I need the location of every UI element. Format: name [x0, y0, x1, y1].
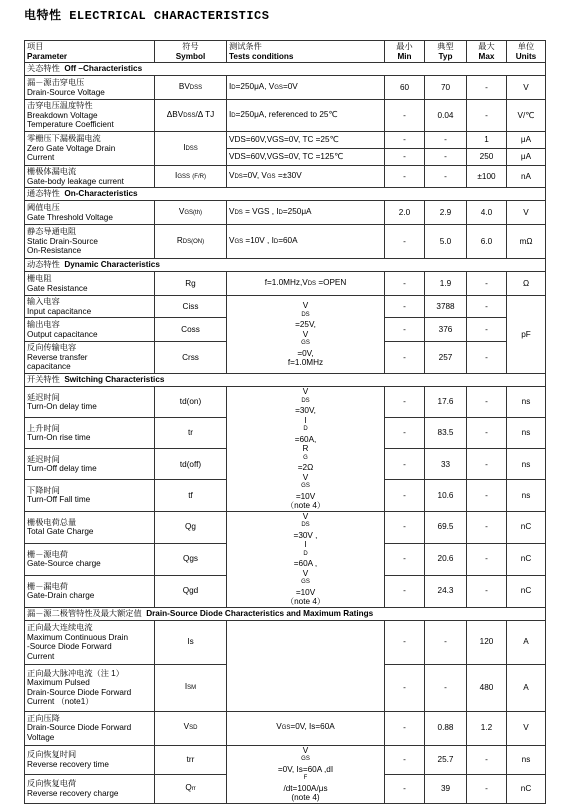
symbol-cell: Rg	[155, 272, 227, 296]
param-cell: 反向恢复时间 Reverse recovery time	[25, 745, 155, 774]
section-heading: 动态特性 Dynamic Characteristics	[25, 259, 546, 272]
symbol-cell: VGS(th)	[155, 201, 227, 225]
typ-cell: 376	[425, 318, 467, 342]
table-row	[25, 201, 546, 225]
unit-cell: ns	[507, 387, 546, 418]
section-switching	[25, 374, 546, 387]
table-row	[25, 745, 546, 774]
param-cell: 栅－源电荷 Gate-Source charge	[25, 543, 155, 575]
cond-cell: f=1.0MHz,VDS =OPEN	[227, 272, 385, 296]
param-cell: 漏－源击穿电压 Drain-Source Voltage	[25, 76, 155, 100]
min-cell: -	[385, 575, 425, 607]
param-cell: 上升时间 Turn-On rise time	[25, 418, 155, 449]
typ-cell: 0.04	[425, 100, 467, 132]
param-cell: 延迟时间 Turn-On delay time	[25, 387, 155, 418]
max-cell: 6.0	[467, 225, 507, 259]
max-cell: 1.2	[467, 711, 507, 745]
unit-cell: Ω	[507, 272, 546, 296]
table-row	[25, 225, 546, 259]
section-on	[25, 188, 546, 201]
cond-cell: VDS=0V, VGS =±30V	[227, 166, 385, 188]
table-header-row	[25, 41, 546, 63]
unit-cell: ns	[507, 745, 546, 774]
unit-cell: nC	[507, 543, 546, 575]
param-cell: 栅极电荷总量 Total Gate Charge	[25, 511, 155, 543]
param-cell: 击穿电压温度特性 Breakdown Voltage Temperature Coefficient	[25, 100, 155, 132]
section-heading: 漏－源二极管特性及最大额定值 Drain-Source Diode Characteristics and Maximum Ratings	[25, 607, 546, 620]
symbol-cell: ΔBVDSS/Δ TJ	[155, 100, 227, 132]
header-units: 单位 Units	[507, 41, 546, 63]
max-cell: -	[467, 342, 507, 374]
typ-cell: 5.0	[425, 225, 467, 259]
max-cell: -	[467, 745, 507, 774]
param-cell: 输出电容 Output capacitance	[25, 318, 155, 342]
symbol-cell: Qg	[155, 511, 227, 543]
header-symbol: 符号 Symbol	[155, 41, 227, 63]
min-cell: -	[385, 318, 425, 342]
typ-cell: -	[425, 620, 467, 664]
unit-cell: ns	[507, 418, 546, 449]
min-cell: -	[385, 342, 425, 374]
table-row	[25, 272, 546, 296]
table-row	[25, 166, 546, 188]
symbol-cell: Qgd	[155, 575, 227, 607]
unit-cell: ns	[507, 480, 546, 511]
min-cell: -	[385, 418, 425, 449]
cond-cell: VGS =10V , ID=60A	[227, 225, 385, 259]
typ-cell: 24.3	[425, 575, 467, 607]
max-cell: -	[467, 575, 507, 607]
min-cell: -	[385, 225, 425, 259]
min-cell: -	[385, 774, 425, 803]
page-title: 电特性 ELECTRICAL CHARACTERISTICS	[24, 9, 270, 23]
section-diode	[25, 607, 546, 620]
header-parameter: 项目 Parameter	[25, 41, 155, 63]
max-cell: -	[467, 480, 507, 511]
max-cell: -	[467, 511, 507, 543]
unit-cell: A	[507, 620, 546, 664]
min-cell: -	[385, 511, 425, 543]
symbol-cell: IGSS (F/R)	[155, 166, 227, 188]
typ-cell: 25.7	[425, 745, 467, 774]
section-heading: 开关特性 Switching Characteristics	[25, 374, 546, 387]
param-cell: 阈值电压 Gate Threshold Voltage	[25, 201, 155, 225]
cond-cell: V DS =30V, I D =60A, R G =2Ω V GS =10V （note 4）	[227, 387, 385, 512]
typ-cell: 0.88	[425, 711, 467, 745]
param-cell: 零栅压下漏极漏电流 Zero Gate Voltage Drain Current	[25, 132, 155, 166]
table-row	[25, 100, 546, 132]
header-typ: 典型 Typ	[425, 41, 467, 63]
section-off	[25, 63, 546, 76]
max-cell: -	[467, 418, 507, 449]
symbol-cell: td(on)	[155, 387, 227, 418]
cond-cell: VDS = VGS , ID=250μA	[227, 201, 385, 225]
unit-cell: ns	[507, 449, 546, 480]
unit-cell: V/℃	[507, 100, 546, 132]
symbol-cell: Qgs	[155, 543, 227, 575]
cond-cell	[227, 620, 385, 711]
min-cell: -	[385, 387, 425, 418]
typ-cell: 257	[425, 342, 467, 374]
min-cell: 2.0	[385, 201, 425, 225]
max-cell: ±100	[467, 166, 507, 188]
symbol-cell: Coss	[155, 318, 227, 342]
min-cell: -	[385, 480, 425, 511]
unit-cell: pF	[507, 296, 546, 374]
table-row	[25, 296, 546, 318]
symbol-cell: tf	[155, 480, 227, 511]
param-cell: 正向最大连续电流 Maximum Continuous Drain -Source Diode Forward Current	[25, 620, 155, 664]
max-cell: -	[467, 76, 507, 100]
cond-cell: V DS =30V , I D =60A , V GS =10V （note 4）	[227, 511, 385, 607]
table-row	[25, 711, 546, 745]
unit-cell: V	[507, 76, 546, 100]
param-cell: 正向压降 Drain-Source Diode Forward Voltage	[25, 711, 155, 745]
symbol-cell: VSD	[155, 711, 227, 745]
table-row	[25, 387, 546, 418]
typ-cell: 17.6	[425, 387, 467, 418]
typ-cell: 70	[425, 76, 467, 100]
min-cell: -	[385, 166, 425, 188]
param-cell: 下降时间 Turn-Off Fall time	[25, 480, 155, 511]
max-cell: 480	[467, 664, 507, 711]
min-cell: 60	[385, 76, 425, 100]
max-cell: 250	[467, 149, 507, 166]
max-cell: -	[467, 387, 507, 418]
max-cell: -	[467, 774, 507, 803]
param-cell: 反向恢复电荷 Reverse recovery charge	[25, 774, 155, 803]
unit-cell: mΩ	[507, 225, 546, 259]
table-row	[25, 511, 546, 543]
param-cell: 输入电容 Input capacitance	[25, 296, 155, 318]
unit-cell: nC	[507, 575, 546, 607]
min-cell: -	[385, 745, 425, 774]
max-cell: 1	[467, 132, 507, 149]
table-row	[25, 620, 546, 664]
typ-cell: -	[425, 166, 467, 188]
unit-cell: V	[507, 201, 546, 225]
min-cell: -	[385, 296, 425, 318]
typ-cell: 20.6	[425, 543, 467, 575]
param-cell: 反向传输电容 Reverse transfer capacitance	[25, 342, 155, 374]
symbol-cell: ISM	[155, 664, 227, 711]
typ-cell: -	[425, 149, 467, 166]
symbol-cell: trr	[155, 745, 227, 774]
symbol-cell: td(off)	[155, 449, 227, 480]
max-cell: -	[467, 100, 507, 132]
section-heading: 关态特性 Off –Characteristics	[25, 63, 546, 76]
min-cell: -	[385, 449, 425, 480]
symbol-cell: Is	[155, 620, 227, 664]
unit-cell: A	[507, 664, 546, 711]
unit-cell: μA	[507, 149, 546, 166]
max-cell: 120	[467, 620, 507, 664]
typ-cell: 69.5	[425, 511, 467, 543]
section-dynamic	[25, 259, 546, 272]
max-cell: -	[467, 543, 507, 575]
symbol-cell: BVDSS	[155, 76, 227, 100]
unit-cell: V	[507, 711, 546, 745]
table-row	[25, 132, 546, 149]
typ-cell: 39	[425, 774, 467, 803]
typ-cell: 1.9	[425, 272, 467, 296]
table-row	[25, 76, 546, 100]
param-cell: 栅－漏电荷 Gate-Drain charge	[25, 575, 155, 607]
min-cell: -	[385, 272, 425, 296]
cond-cell: VDS=60V,VGS=0V, TC =125℃	[227, 149, 385, 166]
min-cell: -	[385, 149, 425, 166]
max-cell: -	[467, 449, 507, 480]
param-cell: 延迟时间 Turn-Off delay time	[25, 449, 155, 480]
cond-cell: V GS =0V, Is=60A ,dI F /dt=100A/μs (note 4)	[227, 745, 385, 803]
cond-cell: V DS =25V, V GS =0V, f=1.0MHz	[227, 296, 385, 374]
typ-cell: 10.6	[425, 480, 467, 511]
max-cell: -	[467, 296, 507, 318]
symbol-cell: RDS(ON)	[155, 225, 227, 259]
max-cell: -	[467, 318, 507, 342]
min-cell: -	[385, 711, 425, 745]
typ-cell: 2.9	[425, 201, 467, 225]
symbol-cell: tr	[155, 418, 227, 449]
section-heading: 通态特性 On-Characteristics	[25, 188, 546, 201]
typ-cell: 33	[425, 449, 467, 480]
symbol-cell: Ciss	[155, 296, 227, 318]
symbol-cell: Qrr	[155, 774, 227, 803]
min-cell: -	[385, 100, 425, 132]
typ-cell: 83.5	[425, 418, 467, 449]
typ-cell: 3788	[425, 296, 467, 318]
cond-cell: ID=250μA, referenced to 25℃	[227, 100, 385, 132]
electrical-characteristics-table	[24, 40, 546, 804]
param-cell: 栅极体漏电流 Gate-body leakage current	[25, 166, 155, 188]
unit-cell: nA	[507, 166, 546, 188]
max-cell: -	[467, 272, 507, 296]
cond-cell: ID=250μA, VGS=0V	[227, 76, 385, 100]
min-cell: -	[385, 620, 425, 664]
header-min: 最小 Min	[385, 41, 425, 63]
unit-cell: μA	[507, 132, 546, 149]
min-cell: -	[385, 664, 425, 711]
min-cell: -	[385, 543, 425, 575]
typ-cell: -	[425, 664, 467, 711]
min-cell: -	[385, 132, 425, 149]
param-cell: 静态导通电阻 Static Drain-Source On-Resistance	[25, 225, 155, 259]
param-cell: 正向最大脉冲电流（注 1） Maximum Pulsed Drain-Source Diode Forward Current （note1）	[25, 664, 155, 711]
unit-cell: nC	[507, 511, 546, 543]
cond-cell: VGS=0V, Is=60A	[227, 711, 385, 745]
param-cell: 栅电阻 Gate Resistance	[25, 272, 155, 296]
cond-cell: VDS=60V,VGS=0V, TC =25℃	[227, 132, 385, 149]
typ-cell: -	[425, 132, 467, 149]
symbol-cell: IDSS	[155, 132, 227, 166]
unit-cell: nC	[507, 774, 546, 803]
header-conditions: 测试条件 Tests conditions	[227, 41, 385, 63]
max-cell: 4.0	[467, 201, 507, 225]
header-max: 最大 Max	[467, 41, 507, 63]
symbol-cell: Crss	[155, 342, 227, 374]
